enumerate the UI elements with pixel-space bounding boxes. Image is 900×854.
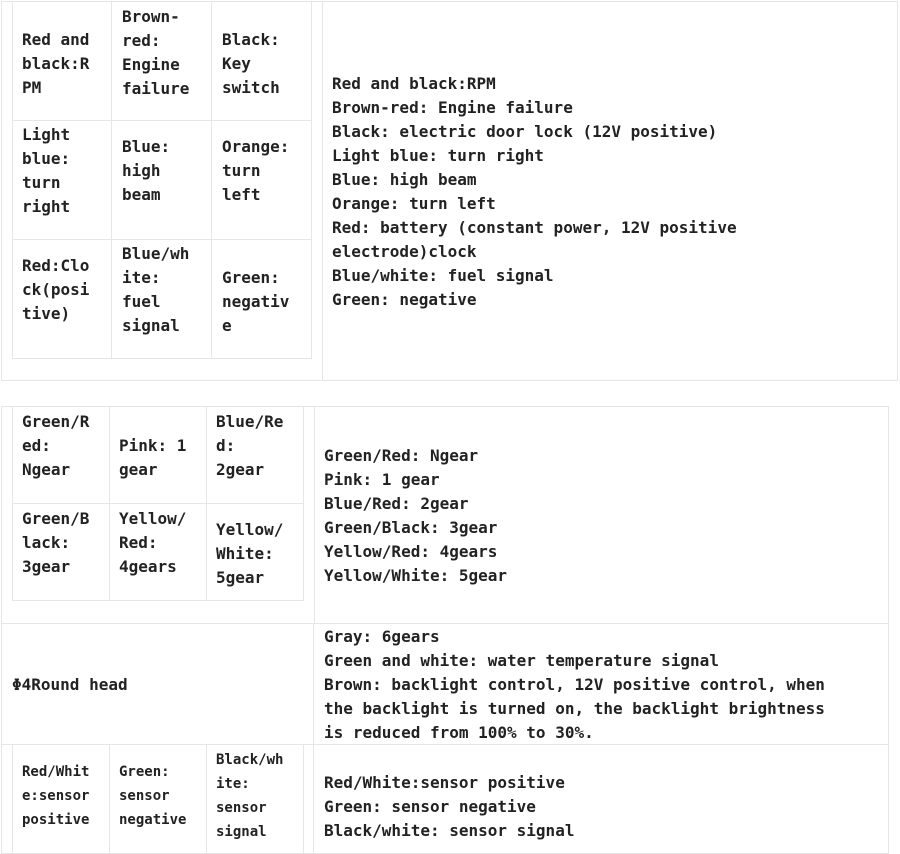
grid-cell — [109, 503, 207, 601]
grid-cell — [12, 503, 110, 601]
grid-cell — [12, 406, 110, 504]
wire-label: Red:Clo ck(posi tive) — [22, 256, 90, 323]
wire-label: Black: Key switch — [222, 30, 280, 97]
wire-label: Black/wh ite: sensor signal — [216, 752, 284, 840]
grid-cell — [109, 406, 207, 504]
wire-label: Green: negativ e — [222, 268, 290, 335]
wire-label: Green: sensor negative — [119, 764, 187, 828]
grid-cell — [111, 239, 212, 359]
wire-label: Blue/Re d: 2gear — [216, 412, 284, 479]
grid-cell — [109, 744, 207, 854]
wire-label: Orange: turn left — [222, 137, 290, 204]
wire-label: Pink: 1 gear — [119, 436, 187, 479]
gear-description: Green/Red: Ngear Pink: 1 gear Blue/Red: 2gear Green/Black: 3gear Yellow/Red: 4gears Yellow/White: 5gear — [324, 446, 508, 585]
wire-label: Yellow/ White: 5gear — [216, 520, 284, 587]
grid-cell — [12, 1, 112, 121]
grid-cell — [211, 120, 312, 240]
round-head-row — [1, 623, 314, 745]
grid-cell — [111, 1, 212, 121]
wire-label: Light blue: turn right — [22, 125, 71, 216]
wire-label: Blue: high beam — [122, 137, 171, 204]
wire-label: Brown- red: Engine failure — [122, 7, 190, 98]
grid-cell — [211, 239, 312, 359]
round-head-description: Gray: 6gears Green and white: water temperature signal Brown: backlight control, 12V positive control, when the backlight is turned on, the backlight brightness is reduced from 100% to 30%. — [324, 627, 825, 742]
wire-label: Blue/wh ite: fuel signal — [122, 244, 190, 335]
round-head-label: Φ4Round head — [12, 675, 128, 694]
wire-label: Red and black:R PM — [22, 30, 90, 97]
wire-label: Red/Whit e:sensor positive — [22, 764, 90, 828]
grid-cell — [12, 744, 110, 854]
grid-cell — [206, 744, 304, 854]
sensor-description: Red/White:sensor positive Green: sensor negative Black/white: sensor signal — [324, 773, 575, 840]
wire-label: Yellow/ Red: 4gears — [119, 509, 187, 576]
grid-cell — [211, 1, 312, 121]
grid-cell — [111, 120, 212, 240]
grid-cell — [12, 239, 112, 359]
grid-cell — [12, 120, 112, 240]
grid-cell — [206, 406, 304, 504]
wire-label: Green/B lack: 3gear — [22, 509, 90, 576]
wire-label: Green/R ed: Ngear — [22, 412, 90, 479]
grid-cell — [206, 503, 304, 601]
wire-description: Red and black:RPM Brown-red: Engine failure Black: electric door lock (12V positive) Light blue: turn right Blue: high beam Orange: turn left Red: battery (constant power, 12V positive electrode)clock Blue/white: fuel signal Green: negative — [332, 74, 737, 309]
